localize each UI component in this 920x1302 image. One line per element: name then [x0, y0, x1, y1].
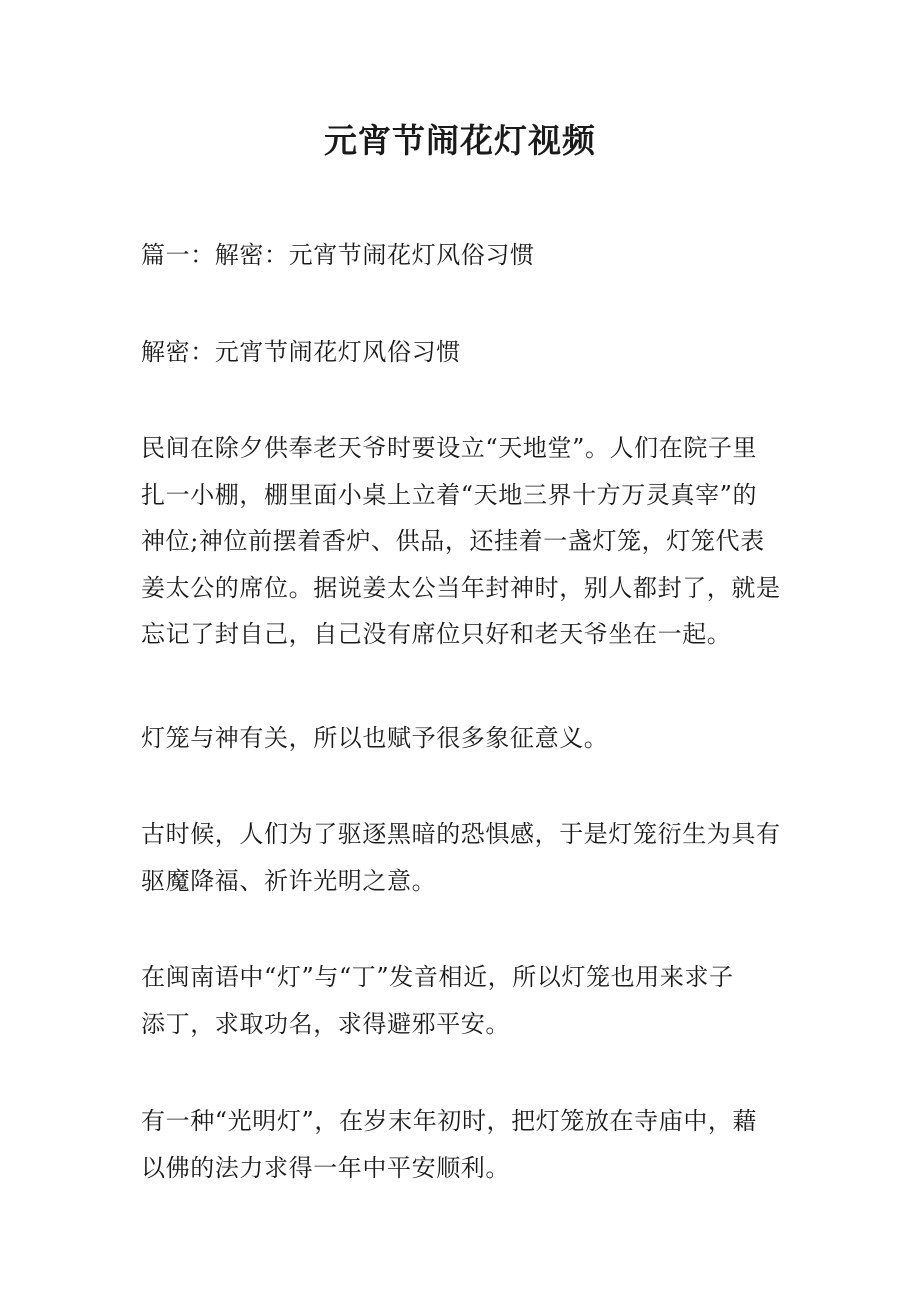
text-line: 篇一：解密：元宵节闹花灯风俗习惯	[141, 241, 535, 269]
text-line: 添丁，求取功名，求得避邪平安。	[141, 1009, 510, 1038]
text-line: 扎一小棚，棚里面小桌上立着“天地三界十方万灵真宰”的	[141, 480, 758, 509]
text-line: 驱魔降福、祈许光明之意。	[141, 866, 437, 895]
section-subheading	[141, 329, 783, 376]
section-heading	[141, 232, 783, 279]
text-line: 神位;神位前摆着香炉、供品，还挂着一盏灯笼，灯笼代表	[141, 527, 765, 555]
paragraph-heaven-earth-hall	[141, 425, 783, 658]
paragraph-bright-lamp	[141, 1098, 783, 1191]
text-line: 古时候，人们为了驱逐黑暗的恐惧感，于是灯笼衍生为具有	[141, 820, 781, 848]
paragraph-minnan-dialect	[141, 954, 783, 1047]
text-line: 灯笼与神有关，所以也赋予很多象征意义。	[141, 724, 609, 752]
text-line: 有一种“光明灯”，在岁末年初时，把灯笼放在寺庙中，藉	[141, 1107, 758, 1135]
text-line: 姜太公的席位。据说姜太公当年封神时，别人都封了，就是	[141, 573, 781, 602]
text-line: 以佛的法力求得一年中平安顺利。	[141, 1153, 510, 1182]
page-title: 元宵节闹花灯视频	[324, 121, 596, 160]
text-line: 民间在除夕供奉老天爷时要设立“天地堂”。人们在院子里	[141, 434, 758, 462]
text-line: 在闽南语中“灯”与“丁”发音相近，所以灯笼也用来求子	[141, 963, 734, 991]
text-line: 忘记了封自己，自己没有席位只好和老天爷坐在一起。	[141, 620, 732, 648]
text-line: 解密：元宵节闹花灯风俗习惯	[141, 338, 461, 366]
paragraph-ancient-times	[141, 811, 783, 904]
paragraph-symbolism	[141, 715, 783, 762]
